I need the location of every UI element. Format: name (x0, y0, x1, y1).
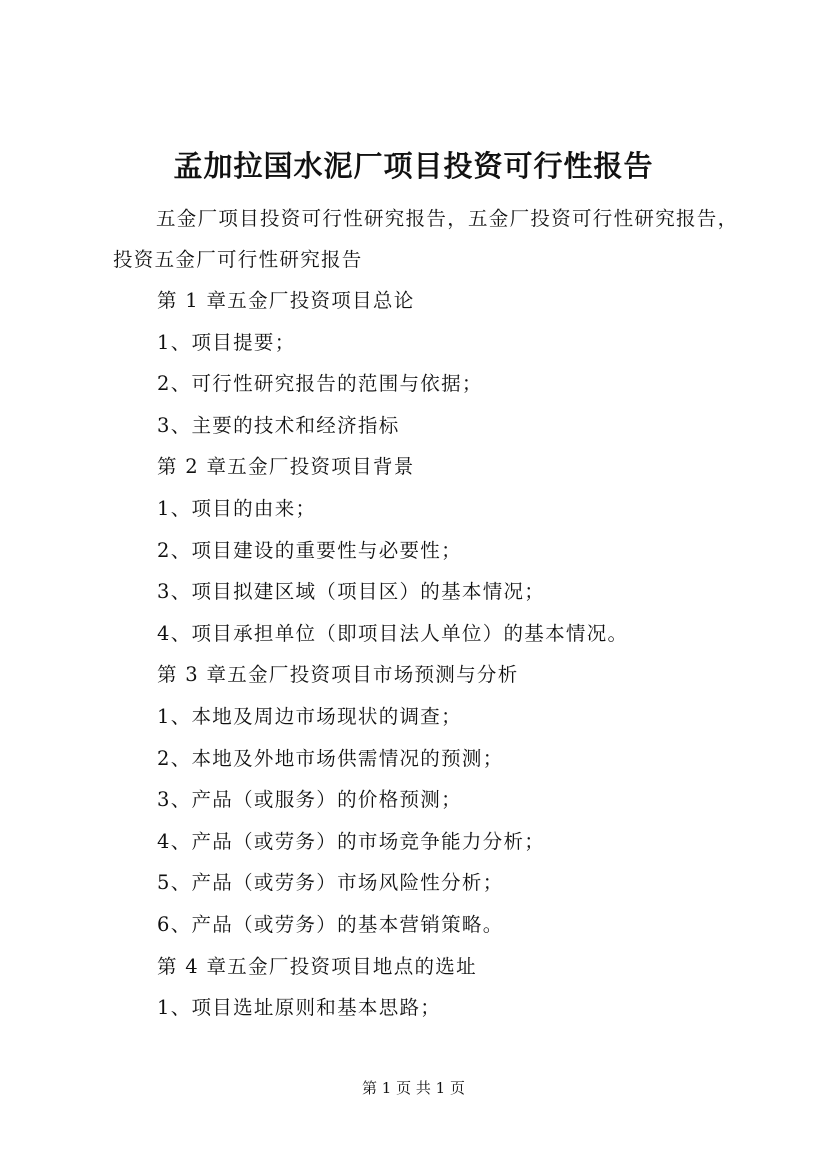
outline-item: 1、项目提要； (157, 330, 296, 354)
outline-chapter-1: 第 1 章五金厂投资项目总论 (157, 289, 415, 312)
outline-item: 1、项目的由来； (157, 496, 317, 520)
intro-paragraph: 五金厂项目投资可行性研究报告，五金厂投资可行性研究报告，投资五金厂可行性研究报告 (113, 207, 739, 271)
outline-list (157, 280, 757, 1029)
page-footer: 第 1 页 共 1 页 (362, 1079, 465, 1097)
outline-item: 1、本地及周边市场现状的调查； (157, 704, 462, 728)
document-title: 孟加拉国水泥厂项目投资可行性报告 (173, 149, 654, 183)
outline-chapter-2: 第 2 章五金厂投资项目背景 (157, 455, 415, 479)
outline-item: 3、项目拟建区域（项目区）的基本情况； (157, 580, 546, 604)
outline-item: 4、项目承担单位（即项目法人单位）的基本情况。 (157, 621, 629, 645)
outline-item: 2、本地及外地市场供需情况的预测； (157, 746, 504, 770)
outline-item: 6、产品（或劳务）的基本营销策略。 (157, 912, 504, 936)
outline-item: 1、项目选址原则和基本思路； (157, 996, 442, 1020)
outline-item: 3、主要的技术和经济指标 (157, 413, 400, 437)
outline-item: 5、产品（或劳务）市场风险性分析； (157, 871, 504, 895)
outline-chapter-3: 第 3 章五金厂投资项目市场预测与分析 (157, 663, 519, 687)
outline-chapter-4: 第 4 章五金厂投资项目地点的选址 (157, 954, 477, 978)
outline-item: 2、可行性研究报告的范围与依据； (157, 372, 483, 396)
outline-item: 3、产品（或服务）的价格预测； (157, 788, 462, 812)
outline-item: 4、产品（或劳务）的市场竞争能力分析； (157, 829, 546, 853)
outline-item: 2、项目建设的重要性与必要性； (157, 538, 462, 562)
